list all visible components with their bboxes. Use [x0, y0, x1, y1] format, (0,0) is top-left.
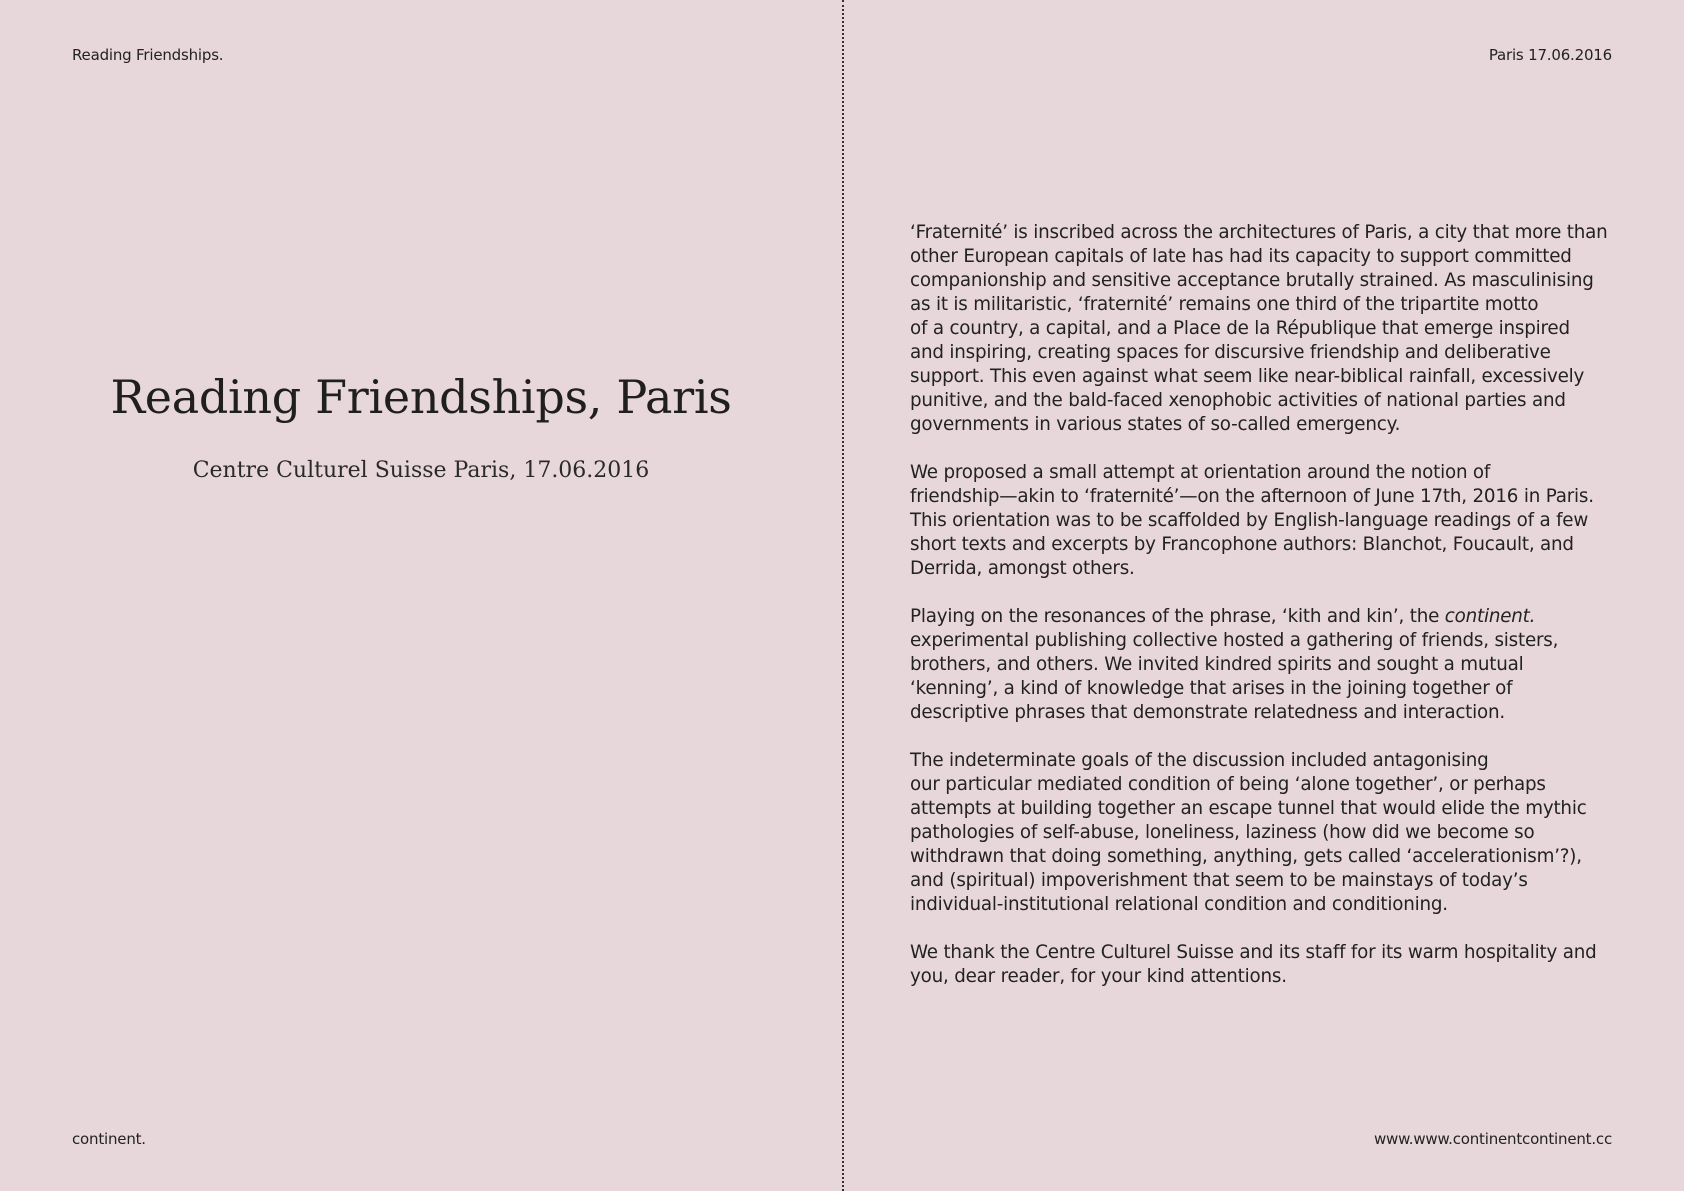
text-fragment: Playing on the resonances of the phrase, ‘kith and kin’, the [910, 606, 1445, 627]
text-line: punitive, and the bald-faced xenophobic activities of national parties and [910, 390, 1566, 411]
text-line: The indeterminate goals of the discussion included antagonising [910, 750, 1489, 771]
text-line: We proposed a small attempt at orientation around the notion of [910, 462, 1491, 483]
text-line: ‘Fraternité’ is inscribed across the architectures of Paris, a city that more than [910, 222, 1608, 243]
text-line: and inspiring, creating spaces for discursive friendship and deliberative [910, 342, 1551, 363]
page-subtitle: Centre Culturel Suisse Paris, 17.06.2016 [192, 458, 650, 483]
paragraph-5 [910, 941, 1620, 989]
text-line: We thank the Centre Culturel Suisse and its staff for its warm hospitality and [910, 942, 1597, 963]
running-header-right: Paris 17.06.2016 [1488, 46, 1612, 64]
paragraph-4 [910, 749, 1620, 917]
text-line: individual-institutional relational condition and conditioning. [910, 894, 1448, 915]
paragraph-2 [910, 461, 1620, 581]
running-header-left: Reading Friendships. [72, 46, 224, 64]
text-line: ‘kenning’, a kind of knowledge that arises in the joining together of [910, 678, 1513, 699]
text-line: other European capitals of late has had its capacity to support committed [910, 246, 1572, 267]
page-title: Reading Friendships, Paris [110, 370, 732, 424]
text-line: as it is militaristic, ‘fraternité’ remains one third of the tripartite motto [910, 294, 1539, 315]
collective-name: continent. [1444, 606, 1536, 627]
running-footer-left: continent. [72, 1130, 146, 1148]
text-line: experimental publishing collective hosted a gathering of friends, sisters, [910, 630, 1559, 651]
text-line: attempts at building together an escape tunnel that would elide the mythic [910, 798, 1587, 819]
text-line: descriptive phrases that demonstrate relatedness and interaction. [910, 702, 1506, 723]
text-line: pathologies of self-abuse, loneliness, laziness (how did we become so [910, 822, 1535, 843]
right-page [842, 0, 1684, 1191]
paragraph-1 [910, 221, 1620, 437]
text-line: This orientation was to be scaffolded by English-language readings of a few [910, 510, 1589, 531]
text-line: of a country, a capital, and a Place de la République that emerge inspired [910, 318, 1570, 339]
running-footer-right: www.www.continentcontinent.cc [1373, 1130, 1612, 1148]
text-line: and (spiritual) impoverishment that seem to be mainstays of today’s [910, 870, 1528, 891]
text-line: friendship—akin to ‘fraternité’—on the afternoon of June 17th, 2016 in Paris. [910, 486, 1594, 507]
text-line: companionship and sensitive acceptance brutally strained. As masculinising [910, 270, 1594, 291]
text-line: brothers, and others. We invited kindred spirits and sought a mutual [910, 654, 1524, 675]
text-line: support. This even against what seem like near-biblical rainfall, excessively [910, 366, 1585, 387]
text-line: our particular mediated condition of being ‘alone together’, or perhaps [910, 774, 1546, 795]
paragraph-3 [910, 605, 1620, 725]
text-line: short texts and excerpts by Francophone authors: Blanchot, Foucault, and [910, 534, 1574, 555]
body-text [910, 221, 1620, 1013]
text-line [910, 605, 1620, 629]
text-line: governments in various states of so-called emergency. [910, 414, 1401, 435]
text-line: you, dear reader, for your kind attentions. [910, 966, 1287, 987]
text-line: withdrawn that doing something, anything, gets called ‘accelerationism’?), [910, 846, 1582, 867]
text-line: Derrida, amongst others. [910, 558, 1135, 579]
